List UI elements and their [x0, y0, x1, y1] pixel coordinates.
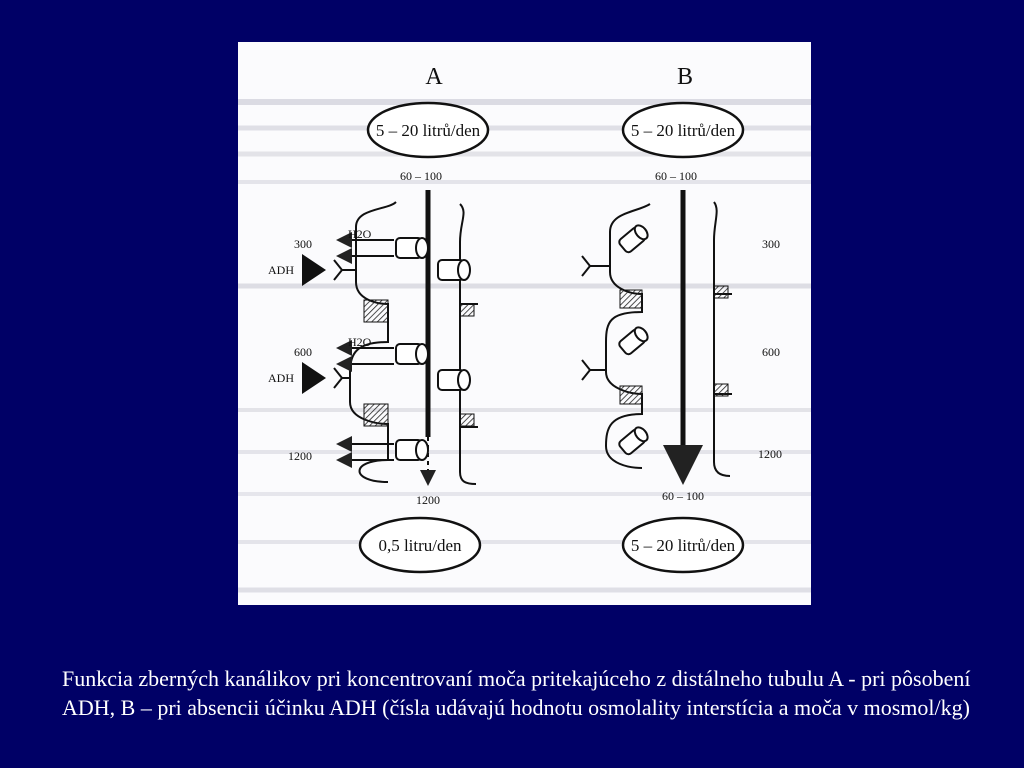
- panel-b-title: B: [676, 64, 694, 90]
- panel-b-osm-600: 600: [762, 345, 780, 359]
- panel-a-inflow-osmolality: 60 – 100: [400, 169, 442, 183]
- panel-a-adh-label: ADH: [268, 263, 294, 277]
- panel-b-junction: [620, 290, 642, 308]
- panel-a-title: A: [425, 64, 443, 90]
- panel-a-osm-600: 600: [294, 345, 312, 359]
- diagram-figure: [238, 42, 811, 605]
- panel-b-outflow-label: 5 – 20 litrů/den: [630, 536, 736, 555]
- panel-a-junction: [460, 414, 474, 426]
- panel-a-water-label: H2O: [348, 335, 372, 349]
- panel-b-osm-300: 300: [762, 237, 780, 251]
- panel-b-junction: [714, 286, 728, 298]
- panel-b-junction: [714, 384, 728, 396]
- panel-a-junction: [364, 404, 388, 426]
- panel-b-outflow-osmolality: 60 – 100: [662, 489, 704, 503]
- panel-b-osm-1200: 1200: [758, 447, 782, 461]
- panel-a-outflow-osmolality: 1200: [416, 493, 440, 507]
- panel-a-junction: [460, 304, 474, 316]
- panel-a-inflow-label: 5 – 20 litrů/den: [375, 121, 481, 140]
- panel-b-inflow-osmolality: 60 – 100: [655, 169, 697, 183]
- slide-caption: Funkcia zberných kanálikov pri koncentrovaní moča pritekajúceho z distálneho tubulu A - pri pôsobení ADH, B – pri absencii účinku ADH (čísla udávajú hodnotu osmolality interstícia a moča v mosmol/kg): [62, 666, 971, 720]
- panel-b-junction: [620, 386, 642, 404]
- panel-a-adh-label: ADH: [268, 371, 294, 385]
- panel-a-osm-1200: 1200: [288, 449, 312, 463]
- panel-a-junction: [364, 300, 388, 322]
- panel-a-osm-300: 300: [294, 237, 312, 251]
- panel-b-inflow-label: 5 – 20 litrů/den: [630, 121, 736, 140]
- panel-a-outflow-label: 0,5 litru/den: [378, 536, 462, 555]
- panel-a-water-label: H2O: [348, 227, 372, 241]
